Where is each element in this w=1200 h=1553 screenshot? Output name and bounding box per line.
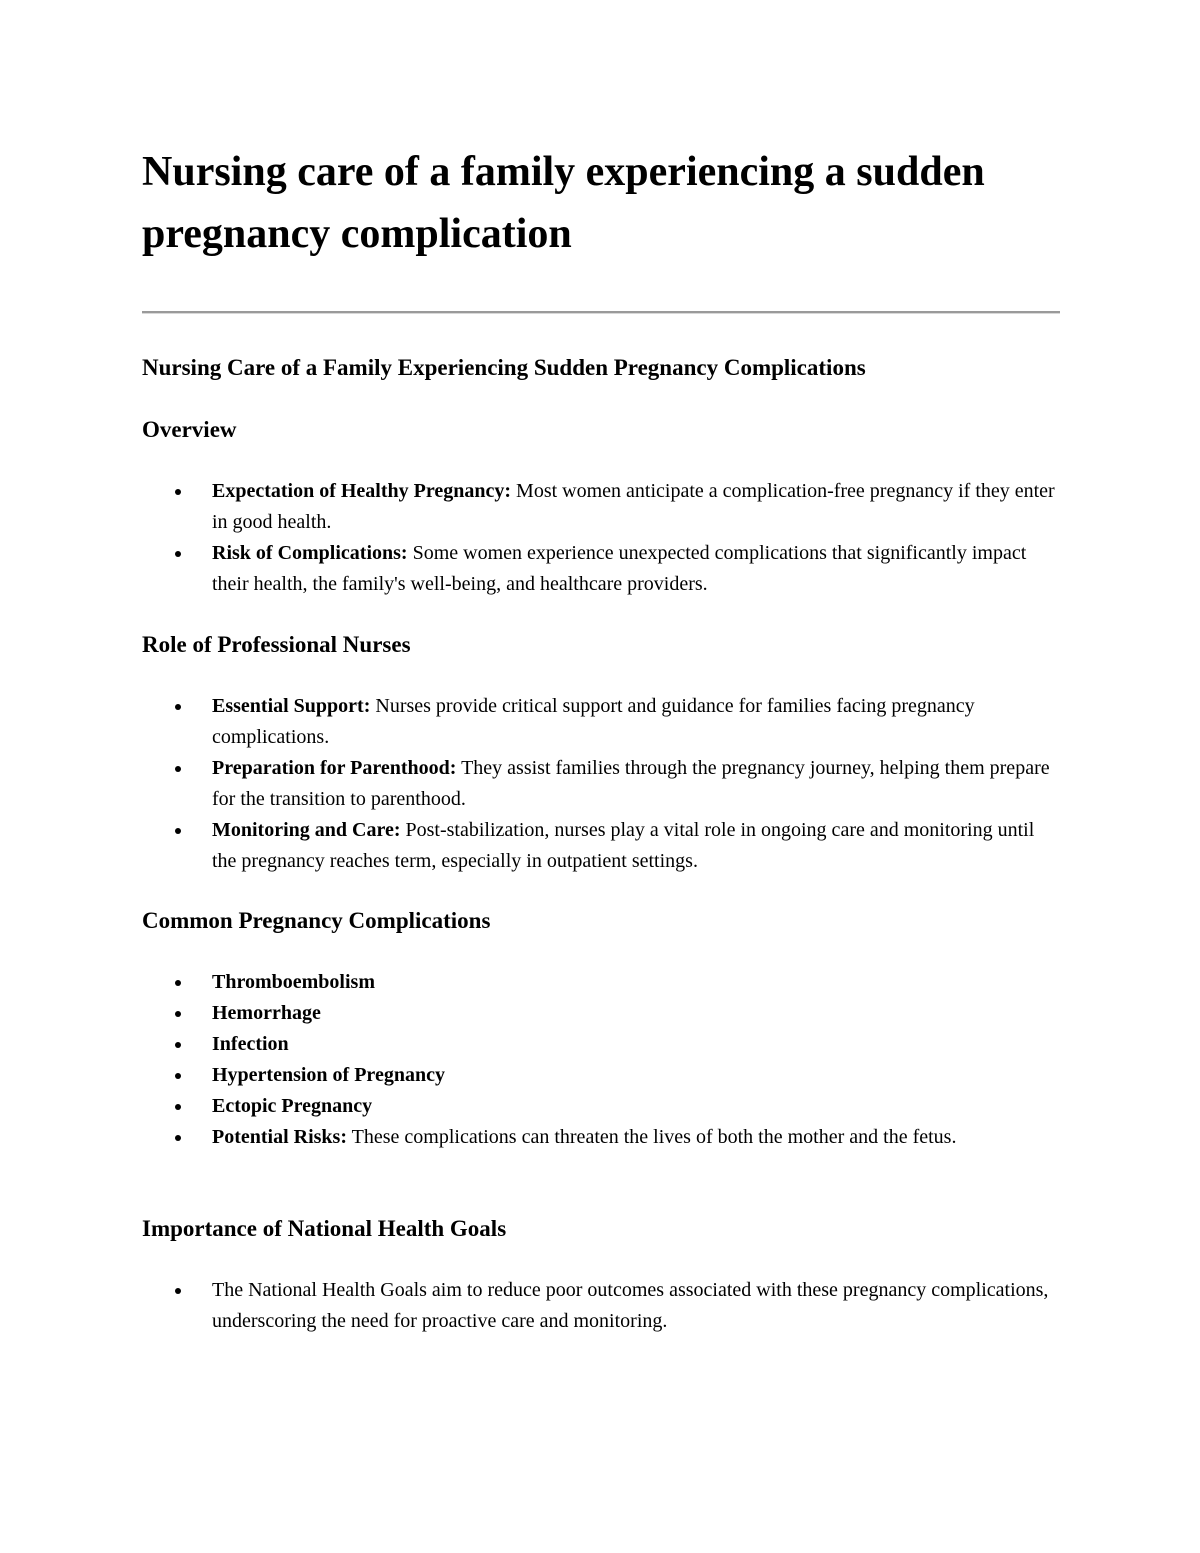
horizontal-divider (142, 311, 1060, 314)
section-heading-national-health-goals: Importance of National Health Goals (142, 1216, 507, 1241)
list-item (142, 815, 1060, 877)
item-label: Monitoring and Care: (212, 819, 401, 841)
bullet-icon (175, 1011, 181, 1017)
list-item (142, 1275, 1060, 1337)
item-text: Most women anticipate a complication-free pregnancy if they enter in good health. (212, 480, 1055, 533)
item-label: Preparation for Parenthood: (212, 757, 457, 779)
list-item (142, 1029, 1060, 1060)
item-text: Post-stabilization, nurses play a vital role in ongoing care and monitoring until the pregnancy reaches term, especially in outpatient settings. (212, 819, 1035, 872)
document-title: Nursing care of a family experiencing a sudden pregnancy complication (142, 149, 985, 257)
section-heading-overview: Overview (142, 417, 237, 442)
list-item (142, 476, 1060, 538)
bullet-icon (175, 704, 181, 710)
item-label: Expectation of Healthy Pregnancy: (212, 480, 512, 502)
national-health-goals-list (142, 1275, 1060, 1337)
overview-list (142, 476, 1060, 600)
bullet-icon (175, 1288, 181, 1294)
section-heading-role-of-nurses: Role of Professional Nurses (142, 632, 411, 657)
item-label: Essential Support: (212, 695, 371, 717)
list-item (142, 1091, 1060, 1122)
bullet-icon (175, 766, 181, 772)
bullet-icon (175, 828, 181, 834)
item-label: Hypertension of Pregnancy (212, 1064, 445, 1086)
section-heading-common-complications: Common Pregnancy Complications (142, 908, 491, 933)
bullet-icon (175, 1135, 181, 1141)
item-label: Infection (212, 1033, 289, 1055)
list-item (142, 1060, 1060, 1091)
list-item (142, 691, 1060, 753)
item-label: Ectopic Pregnancy (212, 1095, 373, 1117)
list-item (142, 1122, 1060, 1153)
list-item (142, 998, 1060, 1029)
bullet-icon (175, 980, 181, 986)
main-heading: Nursing Care of a Family Experiencing Sudden Pregnancy Complications (142, 355, 866, 380)
bullet-icon (175, 1042, 181, 1048)
bullet-icon (175, 1073, 181, 1079)
item-text: These complications can threaten the lives of both the mother and the fetus. (347, 1126, 957, 1148)
item-label: Potential Risks: (212, 1126, 347, 1148)
bullet-icon (175, 1104, 181, 1110)
item-label: Thromboembolism (212, 971, 375, 993)
item-label: Hemorrhage (212, 1002, 321, 1024)
common-complications-list (142, 967, 1060, 1153)
bullet-icon (175, 551, 181, 557)
item-text: Nurses provide critical support and guidance for families facing pregnancy complications. (212, 695, 975, 748)
list-item (142, 753, 1060, 815)
list-item (142, 538, 1060, 600)
role-of-nurses-list (142, 691, 1060, 877)
bullet-icon (175, 489, 181, 495)
list-item (142, 967, 1060, 998)
item-text: The National Health Goals aim to reduce poor outcomes associated with these pregnancy complications, underscoring the need for proactive care and monitoring. (212, 1279, 1049, 1332)
item-label: Risk of Complications: (212, 542, 408, 564)
item-text: Some women experience unexpected complications that significantly impact their health, the family's well-being, and healthcare providers. (212, 542, 1027, 595)
item-text: They assist families through the pregnancy journey, helping them prepare for the transition to parenthood. (212, 757, 1050, 810)
